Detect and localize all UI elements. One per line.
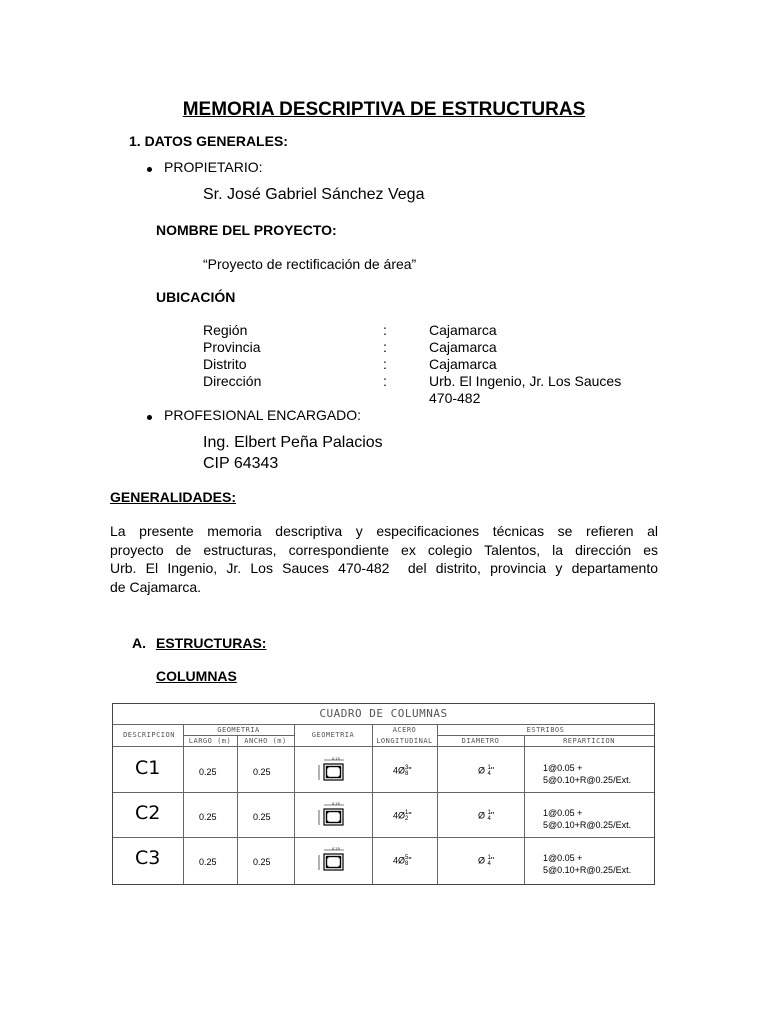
- profesional-cip: CIP 64343: [203, 455, 279, 472]
- proyecto-label: NOMBRE DEL PROYECTO:: [156, 222, 337, 238]
- estructuras-letter: A.: [132, 635, 146, 651]
- diametro-unit: ": [490, 855, 495, 866]
- ancho-value: 0.25: [253, 767, 271, 777]
- diametro-unit: ": [490, 765, 495, 776]
- diametro-sym: Ø: [478, 810, 486, 821]
- acero-count: 4Ø: [393, 810, 406, 821]
- header-geometria: GEOMETRIA: [311, 731, 355, 739]
- ubicacion-value-region: Cajamarca: [429, 322, 497, 338]
- profesional-name: Ing. Elbert Peña Palacios: [203, 434, 383, 451]
- diametro-value: [478, 855, 494, 867]
- column-section-icon: [310, 801, 354, 832]
- ancho-value: 0.25: [253, 812, 271, 822]
- ubicacion-sep: :: [383, 373, 387, 389]
- diametro-sym: Ø: [478, 765, 486, 776]
- diametro-value: [478, 810, 494, 822]
- dim-label: 0.25: [332, 847, 340, 851]
- bullet-icon: [147, 415, 152, 420]
- table-title: CUADRO DE COLUMNAS: [319, 707, 448, 720]
- header-geometria-group: GEOMETRIA: [217, 726, 260, 734]
- ubicacion-key-provincia: Provincia: [203, 339, 261, 355]
- largo-value: 0.25: [199, 767, 217, 777]
- profesional-label: PROFESIONAL ENCARGADO:: [164, 407, 362, 423]
- paragraph-line: proyecto de estructuras, correspondiente ex colegio Talentos, la dirección es: [110, 541, 658, 558]
- diametro-den: 4: [487, 816, 491, 822]
- paragraph-line: La presente memoria descriptiva y especificaciones técnicas se refieren al: [110, 523, 658, 539]
- column-name-c2: C2: [135, 802, 161, 824]
- column-name-c1: C1: [135, 757, 161, 779]
- columnas-heading: COLUMNAS: [156, 668, 237, 684]
- document-title: MEMORIA DESCRIPTIVA DE ESTRUCTURAS: [182, 99, 586, 120]
- acero-den: 8: [405, 861, 409, 867]
- reparticion-line1: 1@0.05 +: [543, 763, 583, 773]
- ubicacion-value-direccion-cont: 470-482: [429, 390, 481, 406]
- dim-label: 0.25: [332, 802, 340, 806]
- header-acero: ACERO: [392, 726, 417, 734]
- dim-label: 0.25: [332, 757, 340, 761]
- paragraph-line: de Cajamarca.: [110, 578, 202, 595]
- column-section-icon: [310, 846, 354, 877]
- estructuras-heading: ESTRUCTURAS:: [156, 635, 267, 651]
- ubicacion-sep: :: [383, 339, 387, 355]
- header-ancho: ANCHO (m): [244, 737, 287, 745]
- ubicacion-sep: :: [383, 356, 387, 372]
- ubicacion-key-region: Región: [203, 322, 248, 338]
- acero-den: 8: [405, 771, 409, 777]
- acero-value: [393, 810, 412, 822]
- ancho-value: 0.25: [253, 857, 271, 867]
- largo-value: 0.25: [199, 857, 217, 867]
- header-largo: LARGO (m): [188, 737, 232, 745]
- diametro-den: 4: [487, 771, 491, 777]
- acero-unit: ": [408, 855, 412, 866]
- column-name-c3: C3: [135, 847, 161, 869]
- ubicacion-value-provincia: Cajamarca: [429, 339, 497, 355]
- generalidades-heading: GENERALIDADES:: [110, 489, 237, 505]
- acero-value: [393, 765, 412, 777]
- ubicacion-label: UBICACIÓN: [156, 289, 236, 305]
- diametro-unit: ": [490, 810, 495, 821]
- diametro-num: 1: [487, 765, 491, 771]
- acero-unit: ": [408, 765, 412, 776]
- acero-unit: ": [408, 810, 412, 821]
- paragraph-line: Urb. El Ingenio, Jr. Los Sauces 470-482 del distrito, provincia y departamento: [110, 560, 658, 576]
- acero-count: 4Ø: [393, 855, 406, 866]
- propietario-value: Sr. José Gabriel Sánchez Vega: [203, 186, 425, 203]
- reparticion-line1: 1@0.05 +: [543, 808, 583, 818]
- header-estribos: ESTRIBOS: [526, 726, 565, 734]
- generalidades-paragraph: [110, 522, 658, 596]
- diametro-num: 1: [487, 810, 491, 816]
- ubicacion-sep: :: [383, 322, 387, 338]
- diametro-sym: Ø: [478, 855, 486, 866]
- propietario-label: PROPIETARIO:: [164, 159, 263, 175]
- diametro-value: [478, 765, 494, 777]
- bullet-icon: [147, 167, 152, 172]
- reparticion-line2: 5@0.10+R@0.25/Ext.: [543, 865, 632, 875]
- acero-num: 1: [405, 810, 409, 816]
- reparticion-line2: 5@0.10+R@0.25/Ext.: [543, 775, 632, 785]
- column-section-icon: [310, 756, 354, 787]
- acero-num: 3: [405, 765, 409, 771]
- diametro-den: 4: [487, 861, 491, 867]
- ubicacion-key-distrito: Distrito: [203, 356, 247, 372]
- header-diametro: DIAMETRO: [461, 737, 500, 745]
- reparticion-line1: 1@0.05 +: [543, 853, 583, 863]
- reparticion-line2: 5@0.10+R@0.25/Ext.: [543, 820, 632, 830]
- ubicacion-value-distrito: Cajamarca: [429, 356, 497, 372]
- header-acero-longitudinal: LONGITUDINAL: [376, 737, 433, 745]
- ubicacion-key-direccion: Dirección: [203, 373, 262, 389]
- acero-count: 4Ø: [393, 765, 406, 776]
- header-reparticion: REPARTICION: [563, 737, 615, 745]
- section-heading-datos-generales: 1. DATOS GENERALES:: [129, 133, 288, 149]
- acero-den: 2: [405, 816, 409, 822]
- acero-value: [393, 855, 412, 867]
- columns-table: [112, 703, 655, 885]
- acero-num: 5: [405, 855, 409, 861]
- header-descripcion: DESCRIPCION: [123, 731, 175, 739]
- diametro-num: 1: [487, 855, 491, 861]
- proyecto-value: “Proyecto de rectificación de área”: [203, 256, 417, 272]
- ubicacion-value-direccion: Urb. El Ingenio, Jr. Los Sauces: [429, 373, 622, 389]
- largo-value: 0.25: [199, 812, 217, 822]
